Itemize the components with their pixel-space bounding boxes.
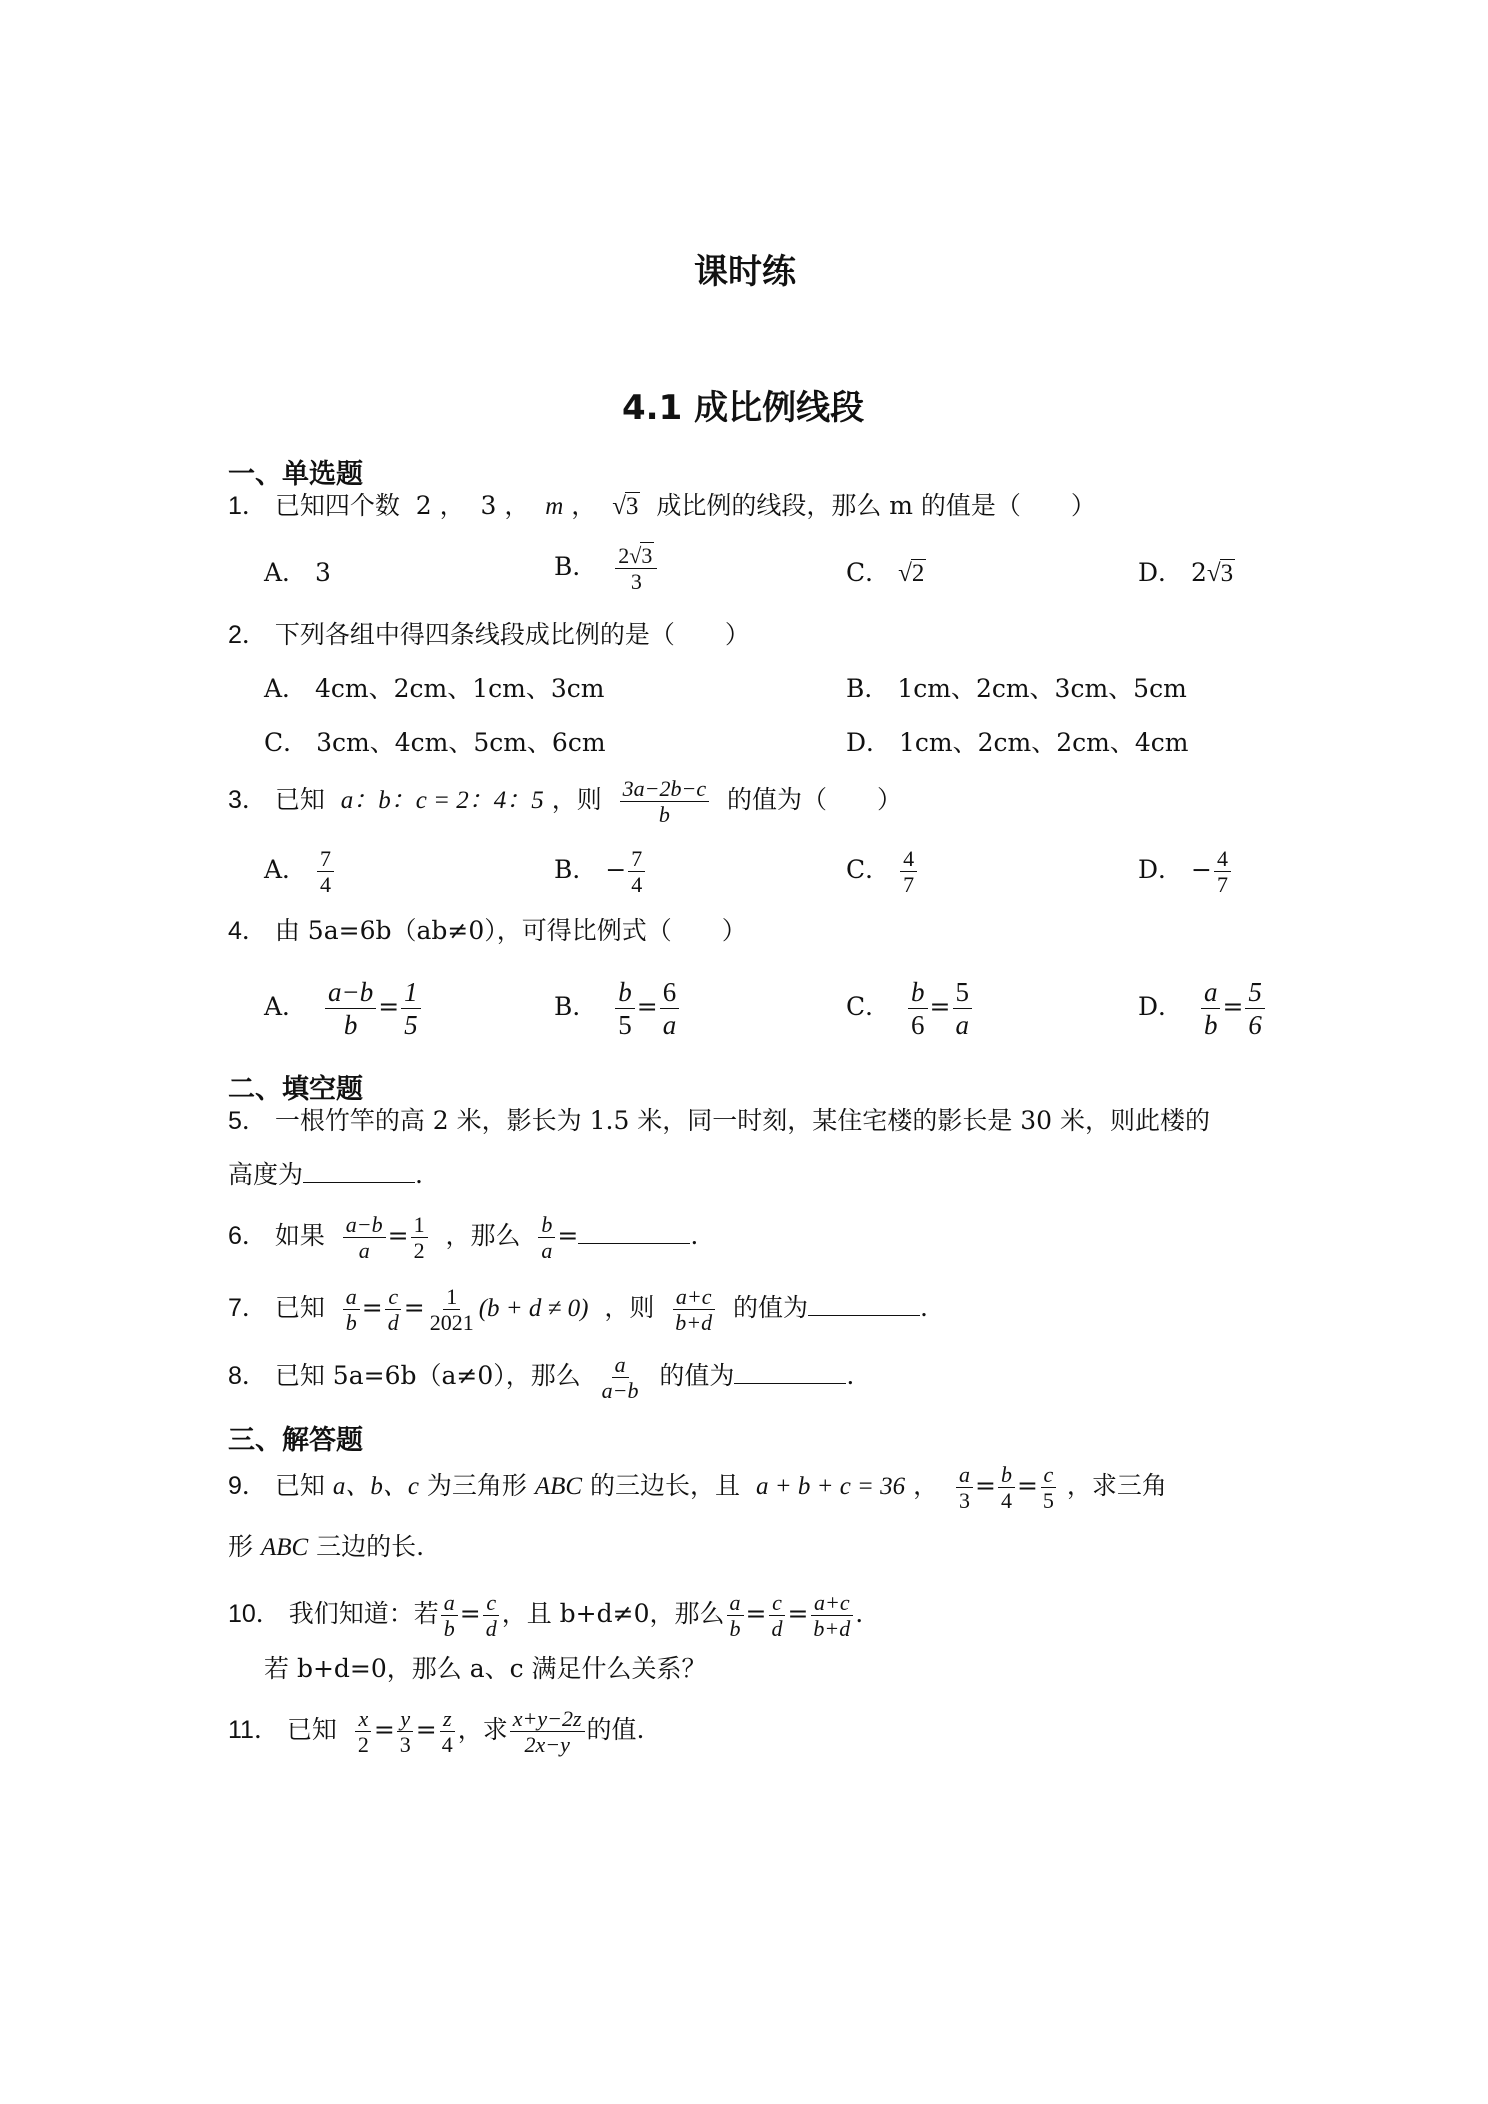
fraction: $\frac{a}{b}$ bbox=[1201, 976, 1221, 1041]
fraction: $\frac{6}{a}$ bbox=[660, 976, 680, 1041]
fraction: $\frac{c}{d}$ bbox=[768, 1590, 785, 1641]
question-number: 10． bbox=[228, 1600, 281, 1628]
question-text: 若 b+d=0，那么 a、c 满足什么关系？ bbox=[264, 1654, 707, 1683]
fraction: $\frac{a}{b}$ bbox=[441, 1590, 458, 1641]
equation: a + b + c = 36 bbox=[755, 1473, 906, 1500]
option-label: B． bbox=[554, 552, 598, 581]
option-d[interactable]: D． 1cm、2cm、2cm、4cm bbox=[846, 728, 1189, 757]
question-text: 高度为 bbox=[228, 1160, 304, 1189]
question-text: 下列各组中得四条线段成比例的是（ ） bbox=[274, 620, 750, 649]
option-a[interactable]: A． $\frac{a-b}{b}$ = $\frac{1}{5}$ bbox=[264, 976, 423, 1041]
option-label: D． bbox=[1138, 558, 1184, 587]
fraction: $\frac{1}{5}$ bbox=[401, 976, 421, 1041]
question-2 bbox=[228, 618, 750, 652]
fraction: $\frac{a}{3}$ bbox=[956, 1462, 973, 1513]
sqrt-expression: √3 bbox=[1206, 560, 1234, 587]
fraction: $\frac{7}{4}$ bbox=[628, 846, 645, 897]
option-c[interactable]: C． $\frac{b}{6}$ = $\frac{5}{a}$ bbox=[846, 976, 974, 1041]
question-9-line2: 形 ABC 三边的长. bbox=[228, 1532, 425, 1561]
page-title: 课时练 bbox=[694, 252, 796, 292]
fraction: $\frac{5}{6}$ bbox=[1245, 976, 1265, 1041]
fraction: $\frac{x+y-2z}{2x-y}$ bbox=[510, 1706, 585, 1757]
number: 2 bbox=[415, 491, 432, 520]
option-b[interactable]: B． − $\frac{7}{4}$ bbox=[554, 846, 647, 897]
option-b[interactable]: B． 1cm、2cm、3cm、5cm bbox=[846, 674, 1187, 703]
option-label: A． bbox=[264, 558, 308, 587]
question-number: 2． bbox=[228, 621, 267, 649]
question-text: 我们知道：若 bbox=[288, 1599, 439, 1628]
question-text: ，求三角 bbox=[1066, 1471, 1167, 1500]
section-solve: 三、解答题 bbox=[228, 1425, 363, 1456]
fraction: $\frac{b}{a}$ bbox=[538, 1212, 555, 1263]
question-number: 6． bbox=[228, 1222, 267, 1250]
question-number: 9． bbox=[228, 1472, 267, 1500]
question-text: 已知 bbox=[274, 1293, 325, 1322]
sqrt-expression: √2 bbox=[898, 560, 925, 587]
fraction: $\frac{a}{a-b}$ bbox=[601, 1352, 639, 1403]
question-10: 10． 我们知道：若 $\frac{a}{b}$ = $\frac{c}{d}$ ，且 b+d≠0，那么 $\frac{a}{b}$ = $\frac{c}{d}$ = $\frac{a+c}{b+d}$ . bbox=[228, 1590, 864, 1641]
option-b[interactable] bbox=[554, 543, 659, 594]
option-a[interactable]: A． 4cm、2cm、1cm、3cm bbox=[264, 674, 605, 703]
option-b[interactable]: B． $\frac{b}{5}$ = $\frac{6}{a}$ bbox=[554, 976, 681, 1041]
question-9: 9． 已知 a、b、c 为三角形 ABC 的三边长，且 a + b + c = 36 ， $\frac{a}{3}$ = $\frac{b}{4}$ = $\frac{c}{5}$ ，求三角 bbox=[228, 1462, 1167, 1513]
option-d[interactable]: D． $\frac{a}{b}$ = $\frac{5}{6}$ bbox=[1138, 976, 1267, 1041]
question-text: 已知 bbox=[286, 1715, 337, 1744]
question-7: 7． 已知 $\frac{a}{b}$ = $\frac{c}{d}$ = $\frac{1}{2021}$ (b + d ≠ 0) ，则 $\frac{a+c}{b+d}$ 的值为 . bbox=[228, 1284, 928, 1335]
question-text: 的值为 bbox=[733, 1293, 809, 1322]
answer-blank[interactable] bbox=[734, 1361, 846, 1384]
option-d[interactable]: D． 2√3 bbox=[1138, 556, 1235, 591]
section-fill-blank: 二、填空题 bbox=[228, 1074, 363, 1105]
question-number: 3． bbox=[228, 786, 267, 814]
question-text: 一根竹竿的高 2 米，影长为 1.5 米，同一时刻，某住宅楼的影长是 30 米，则此楼的 bbox=[274, 1106, 1211, 1135]
option-c[interactable] bbox=[846, 556, 926, 591]
fraction: $\frac{a-b}{a}$ bbox=[343, 1212, 386, 1263]
fraction: $\frac{4}{7}$ bbox=[900, 846, 917, 897]
question-4 bbox=[228, 914, 747, 948]
question-text: 已知 bbox=[274, 1471, 325, 1500]
fraction: $\frac{3a-2b-c}{b}$ bbox=[620, 776, 709, 827]
fraction: $\frac{1}{2}$ bbox=[411, 1212, 428, 1263]
sqrt-expression: √3 bbox=[612, 493, 639, 520]
question-number: 4． bbox=[228, 917, 267, 945]
fraction: $\frac{b}{5}$ bbox=[615, 976, 635, 1041]
fraction: $\frac{b}{6}$ bbox=[908, 976, 928, 1041]
question-3 bbox=[228, 776, 902, 827]
question-text: 的值为（ ） bbox=[727, 785, 903, 814]
option-c[interactable]: C． 3cm、4cm、5cm、6cm bbox=[264, 728, 606, 757]
answer-blank[interactable] bbox=[303, 1160, 415, 1183]
question-1: 1． 已知四个数 2 ， 3 ， m ， √3 成比例的线段，那么 m 的值是（ ） bbox=[228, 489, 1096, 524]
fraction: $\frac{z}{4}$ bbox=[441, 1706, 453, 1757]
question-text: 的值为 bbox=[659, 1361, 735, 1390]
fraction: $\frac{7}{4}$ bbox=[317, 846, 334, 897]
option-a[interactable] bbox=[264, 556, 331, 590]
answer-blank[interactable] bbox=[808, 1293, 920, 1316]
question-text: ，那么 bbox=[445, 1221, 521, 1250]
fraction: $\frac{b}{4}$ bbox=[998, 1462, 1015, 1513]
option-label: C． bbox=[846, 558, 891, 587]
fraction: $\frac{2√3}{3}$ bbox=[615, 543, 657, 594]
condition: (b + d ≠ 0) bbox=[478, 1295, 589, 1322]
question-5-line2: 高度为 . bbox=[228, 1160, 423, 1189]
number: 3 bbox=[480, 491, 497, 520]
option-c[interactable]: C． $\frac{4}{7}$ bbox=[846, 846, 919, 897]
question-number: 7． bbox=[228, 1294, 267, 1322]
answer-blank[interactable] bbox=[578, 1221, 690, 1244]
question-text: 已知 5a=6b（a≠0），那么 bbox=[274, 1361, 581, 1390]
question-text: 已知四个数 bbox=[274, 491, 400, 520]
section-single-choice: 一、单选题 bbox=[228, 459, 363, 490]
variable: m bbox=[545, 493, 564, 520]
question-text: 已知 bbox=[274, 785, 325, 814]
ratio-expression: a：b：c = 2：4：5 bbox=[340, 787, 544, 814]
question-11: 11． 已知 $\frac{x}{2}$ = $\frac{y}{3}$ = $\frac{z}{4}$ ，求 $\frac{x+y-2z}{2x-y}$ 的值. bbox=[228, 1706, 645, 1757]
fraction: $\frac{c}{d}$ bbox=[385, 1284, 402, 1335]
question-number: 5． bbox=[228, 1107, 267, 1135]
fraction: $\frac{a-b}{b}$ bbox=[325, 976, 376, 1041]
question-10-line2 bbox=[264, 1652, 707, 1686]
question-text: 如果 bbox=[274, 1221, 325, 1250]
fraction: $\frac{c}{d}$ bbox=[483, 1590, 500, 1641]
question-number: 11． bbox=[228, 1716, 279, 1744]
question-number: 1． bbox=[228, 492, 267, 520]
option-d[interactable]: D． − $\frac{4}{7}$ bbox=[1138, 846, 1233, 897]
fraction: $\frac{a+c}{b+d}$ bbox=[810, 1590, 853, 1641]
fraction: $\frac{5}{a}$ bbox=[953, 976, 973, 1041]
question-text: ，则 bbox=[551, 785, 602, 814]
fraction: $\frac{a}{b}$ bbox=[343, 1284, 360, 1335]
question-5 bbox=[228, 1104, 1210, 1138]
question-text: 成比例的线段，那么 m 的值是（ ） bbox=[656, 491, 1096, 520]
fraction: $\frac{x}{2}$ bbox=[355, 1706, 372, 1757]
question-6: 6． 如果 $\frac{a-b}{a}$ = $\frac{1}{2}$ ，那么 $\frac{b}{a}$ = . bbox=[228, 1212, 699, 1263]
fraction: $\frac{4}{7}$ bbox=[1214, 846, 1231, 897]
lesson-title: 4.1 成比例线段 bbox=[622, 388, 865, 428]
question-number: 8． bbox=[228, 1362, 267, 1390]
variables: a、b、c bbox=[332, 1473, 419, 1500]
question-text: 由 5a=6b（ab≠0），可得比例式（ ） bbox=[274, 916, 747, 945]
question-text: ，则 bbox=[604, 1293, 655, 1322]
fraction: $\frac{y}{3}$ bbox=[397, 1706, 414, 1757]
fraction: $\frac{c}{5}$ bbox=[1040, 1462, 1057, 1513]
option-a[interactable]: A． $\frac{7}{4}$ bbox=[264, 846, 336, 897]
fraction: $\frac{a}{b}$ bbox=[727, 1590, 744, 1641]
fraction: $\frac{a+c}{b+d}$ bbox=[672, 1284, 715, 1335]
fraction: $\frac{1}{2021}$ bbox=[429, 1284, 474, 1335]
question-8: 8． 已知 5a=6b（a≠0），那么 $\frac{a}{a-b}$ 的值为 . bbox=[228, 1352, 855, 1403]
option-value: 3 bbox=[315, 558, 331, 587]
